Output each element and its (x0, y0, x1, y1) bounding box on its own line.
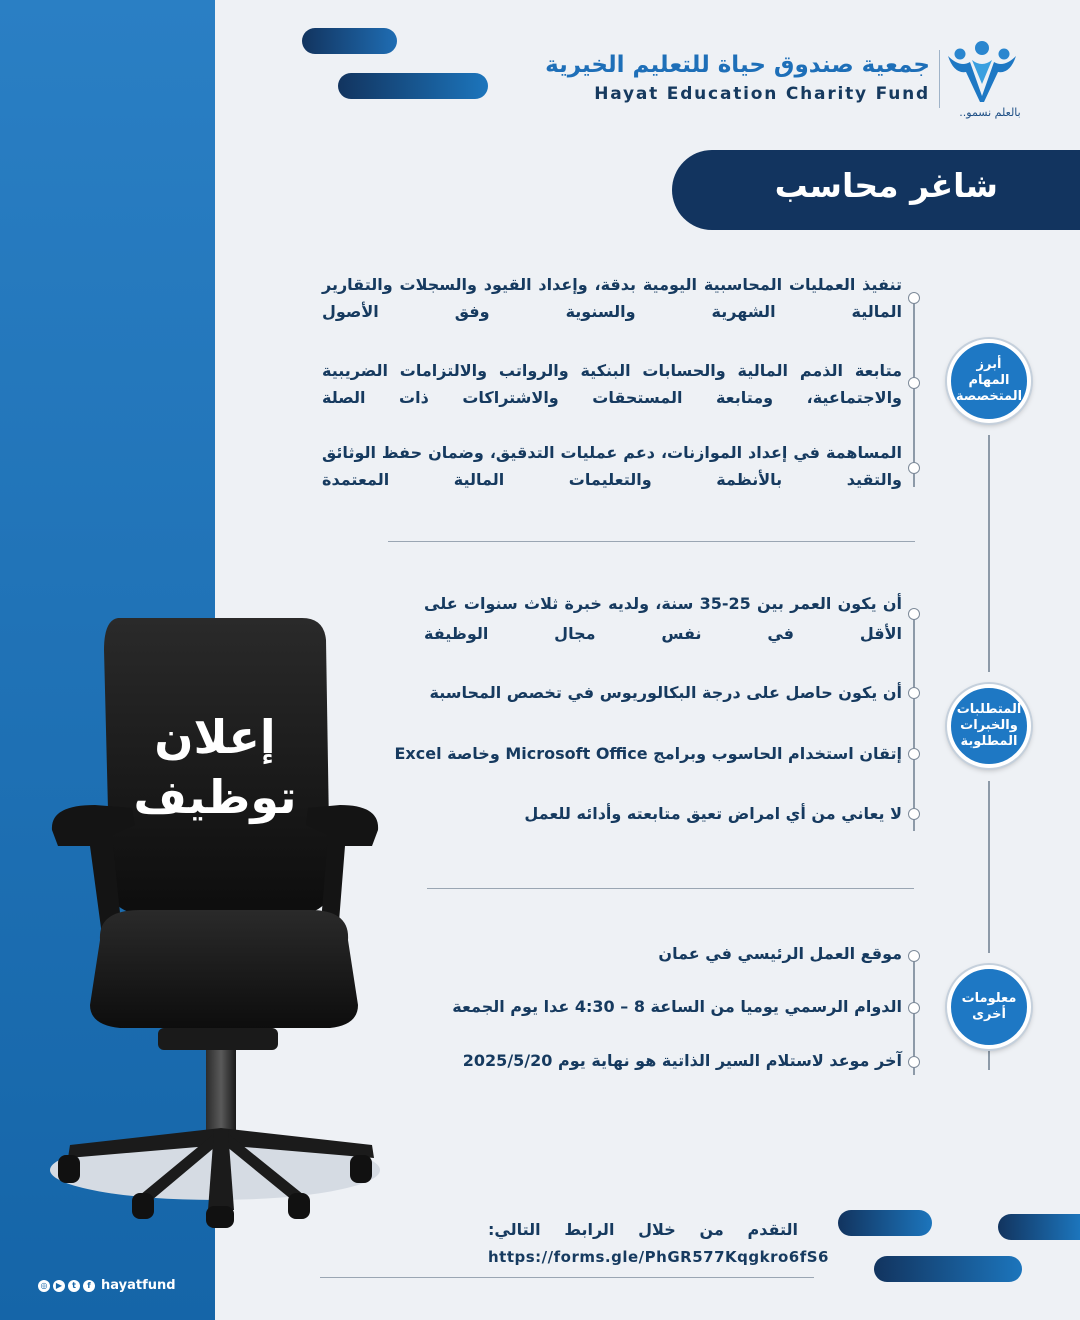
decor-pill-top-1 (302, 28, 397, 54)
job-title: شاغر محاسب (774, 166, 998, 205)
badge-other-info: معلومات أخرى (947, 965, 1031, 1049)
timeline-line-1 (913, 297, 915, 487)
timeline-dot (908, 377, 920, 389)
social-footer (38, 1278, 176, 1293)
task-item-1: تنفيذ العمليات المحاسبية اليومية بدقة، وإعداد القيود والسجلات والتقارير المالية الشهرية والسنوية وفق الأصول (322, 275, 902, 321)
logo-tagline: بالعلم نسمو.. (959, 106, 1021, 119)
decor-pill-bottom-3 (874, 1256, 1022, 1282)
decor-pill-top-2 (338, 73, 488, 99)
apply-link[interactable]: https://forms.gle/PhGR577Kqgkro6fS6 (488, 1248, 829, 1266)
title-banner (672, 150, 1080, 230)
info-item-2: الدوام الرسمي يوميا من الساعة 8 – 4:30 عدا يوم الجمعة (452, 997, 902, 1016)
task-item-3: المساهمة في إعداد الموازنات، دعم عمليات التدقيق، وضمان حفظ الوثائق والتقيد بالأنظمة والتعليمات المالية المعتمدة (322, 443, 902, 489)
timeline-dot (908, 1002, 920, 1014)
timeline-dot (908, 748, 920, 760)
decor-pill-bottom-2 (998, 1214, 1080, 1240)
org-name-arabic: جمعية صندوق حياة للتعليم الخيرية (545, 52, 930, 78)
timeline-dot (908, 462, 920, 474)
twitter-icon[interactable]: t (68, 1280, 80, 1292)
people-figures-logo-icon (944, 38, 1020, 106)
chair-heading-line-2: توظيف (133, 770, 297, 824)
timeline-dot (908, 950, 920, 962)
office-chair-illustration (40, 610, 400, 1230)
logo-divider (939, 50, 940, 108)
timeline-dot (908, 608, 920, 620)
section-separator-1 (388, 541, 915, 542)
facebook-icon[interactable]: f (83, 1280, 95, 1292)
social-handle: hayatfund (101, 1278, 176, 1293)
info-item-1: موقع العمل الرئيسي في عمان (658, 944, 902, 963)
timeline-connector-2 (988, 781, 990, 953)
requirement-item-1: أن يكون العمر بين 25-35 سنة، ولديه خبرة ثلاث سنوات على الأقل في نفس مجال الوظيفة (424, 594, 903, 643)
timeline-dot (908, 808, 920, 820)
timeline-dot (908, 1056, 920, 1068)
info-item-3: آخر موعد لاستلام السير الذاتية هو نهاية يوم 2025/5/20 (462, 1051, 902, 1070)
instagram-icon[interactable]: ◎ (38, 1280, 50, 1292)
requirement-item-2: أن يكون حاصل على درجة البكالوريوس في تخصص المحاسبة (429, 683, 902, 702)
timeline-line-2 (913, 613, 915, 831)
requirement-item-3: إتقان استخدام الحاسوب وبرامج Microsoft Office وخاصة Excel (394, 744, 902, 763)
youtube-icon[interactable]: ▶ (53, 1280, 65, 1292)
chair-heading-line-1: إعلان (154, 710, 276, 764)
timeline-dot (908, 687, 920, 699)
apply-underline (320, 1277, 814, 1278)
apply-label: التقدم من خلال الرابط التالي: (488, 1220, 798, 1239)
badge-requirements: المتطلبات والخبرات المطلوبة (947, 684, 1031, 768)
timeline-dot (908, 292, 920, 304)
section-separator-2 (427, 888, 914, 889)
org-name-english: Hayat Education Charity Fund (594, 84, 930, 104)
badge-main-tasks: أبرز المهام المتخصصة (947, 339, 1031, 423)
decor-pill-bottom-1 (838, 1210, 932, 1236)
task-item-2: متابعة الذمم المالية والحسابات البنكية والرواتب والالتزامات الضريبية والاجتماعية، ومتابعة المستحقات والاشتراكات ذات الصلة (322, 361, 902, 407)
timeline-connector-1 (988, 435, 990, 672)
requirement-item-4: لا يعاني من أي امراض تعيق متابعته وأدائه للعمل (524, 804, 902, 823)
